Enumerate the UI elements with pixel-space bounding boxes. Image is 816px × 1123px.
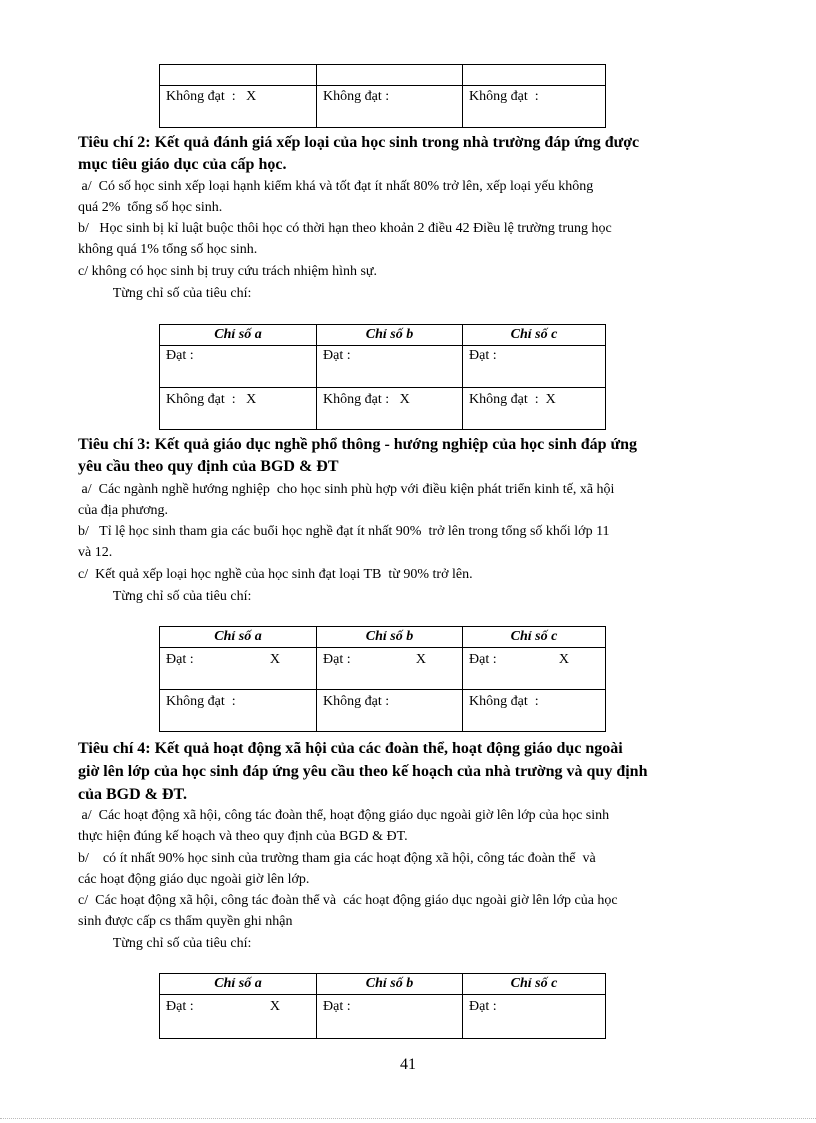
table-cell: Không đạt : (463, 690, 606, 732)
criterion-3-table (159, 626, 606, 732)
page-number: 41 (400, 1056, 416, 1073)
criterion-3-heading: Tiêu chí 3: Kết quả giáo dục nghề phổ thông - hướng nghiệp của học sinh đáp ứng (78, 436, 638, 453)
table-cell: Đạt : X (317, 648, 463, 690)
criterion-4-line: sinh được cấp cs thẩm quyền ghi nhận (78, 914, 293, 929)
table-cell: Đạt : (317, 995, 463, 1039)
criterion-3-line: và 12. (78, 545, 113, 560)
column-header: Chỉ số c (463, 974, 606, 995)
table-cell: Không đạt : X (463, 388, 606, 430)
table-cell (317, 65, 463, 86)
table-cell: Không đạt : (317, 86, 463, 128)
column-header: Chỉ số b (317, 974, 463, 995)
table-cell: Đạt : X (160, 995, 317, 1039)
table-cell: Đạt : X (463, 648, 606, 690)
criterion-4-heading-cont: giờ lên lớp của học sinh đáp ứng yêu cầu theo kế hoạch của nhà trường và quy định (78, 763, 648, 780)
top-criteria-table (159, 64, 606, 128)
criterion-4-heading: Tiêu chí 4: Kết quả hoạt động xã hội của các đoàn thể, hoạt động giáo dục ngoài (78, 740, 623, 757)
column-header: Chỉ số b (317, 627, 463, 648)
criterion-2-heading-cont: mục tiêu giáo dục của cấp học. (78, 156, 287, 173)
table-cell: Không đạt : X (317, 388, 463, 430)
table-cell: Không đạt : (463, 86, 606, 128)
criterion-4-line: a/ Các hoạt động xã hội, công tác đoàn thể, hoạt động giáo dục ngoài giờ lên lớp của học sinh (78, 808, 610, 823)
criterion-3-line: a/ Các ngành nghề hướng nghiệp cho học sinh phù hợp với điều kiện phát triển kinh tế, xã hội (78, 482, 615, 497)
criterion-4-line: c/ Các hoạt động xã hội, công tác đoàn thể và các hoạt động giáo dục ngoài giờ lên lớp của học (78, 893, 618, 908)
criterion-2-heading: Tiêu chí 2: Kết quả đánh giá xếp loại của học sinh trong nhà trường đáp ứng được (78, 134, 640, 151)
criterion-2-line: Từng chỉ số của tiêu chí: (78, 286, 252, 301)
criterion-2-line: c/ không có học sinh bị truy cứu trách nhiệm hình sự. (78, 264, 378, 279)
table-cell: Đạt : (317, 346, 463, 388)
table-cell: Đạt : X (160, 648, 317, 690)
criterion-3-line: của địa phương. (78, 503, 169, 518)
column-header: Chỉ số c (463, 325, 606, 346)
criterion-2-line: không quá 1% tổng số học sinh. (78, 242, 258, 257)
page-bottom-divider (0, 1118, 816, 1119)
column-header: Chỉ số c (463, 627, 606, 648)
table-cell: Đạt : (160, 346, 317, 388)
column-header: Chỉ số b (317, 325, 463, 346)
criterion-4-heading-cont: của BGD & ĐT. (78, 786, 188, 803)
table-cell: Không đạt : X (160, 86, 317, 128)
criterion-2-line: quá 2% tổng số học sinh. (78, 200, 223, 215)
criterion-4-line: thực hiện đúng kế hoạch và theo quy định của BGD & ĐT. (78, 829, 408, 844)
criterion-4-table (159, 973, 606, 1039)
criterion-4-line: Từng chỉ số của tiêu chí: (78, 936, 252, 951)
column-header: Chỉ số a (160, 974, 317, 995)
table-cell: Đạt : (463, 346, 606, 388)
criterion-2-table (159, 324, 606, 430)
table-cell: Không đạt : X (160, 388, 317, 430)
table-cell (463, 65, 606, 86)
criterion-3-heading-cont: yêu cầu theo quy định của BGD & ĐT (78, 458, 339, 475)
criterion-2-line: b/ Học sinh bị kỉ luật buộc thôi học có thời hạn theo khoản 2 điều 42 Điều lệ trường trung học (78, 221, 612, 236)
table-cell: Không đạt : (160, 690, 317, 732)
criterion-4-line: các hoạt động giáo dục ngoài giờ lên lớp. (78, 872, 310, 887)
criterion-3-line: b/ Tỉ lệ học sinh tham gia các buổi học nghề đạt ít nhất 90% trở lên trong tổng số khối lớp 11 (78, 524, 610, 539)
column-header: Chỉ số a (160, 627, 317, 648)
table-cell: Không đạt : (317, 690, 463, 732)
table-cell: Đạt : (463, 995, 606, 1039)
criterion-4-line: b/ có ít nhất 90% học sinh của trường tham gia các hoạt động xã hội, công tác đoàn thể và (78, 851, 596, 866)
criterion-3-line: c/ Kết quả xếp loại học nghề của học sinh đạt loại TB từ 90% trở lên. (78, 567, 473, 582)
criterion-3-line: Từng chỉ số của tiêu chí: (78, 589, 252, 604)
criterion-2-line: a/ Có số học sinh xếp loại hạnh kiểm khá và tốt đạt ít nhất 80% trở lên, xếp loại yếu không (78, 179, 594, 194)
table-cell (160, 65, 317, 86)
column-header: Chỉ số a (160, 325, 317, 346)
